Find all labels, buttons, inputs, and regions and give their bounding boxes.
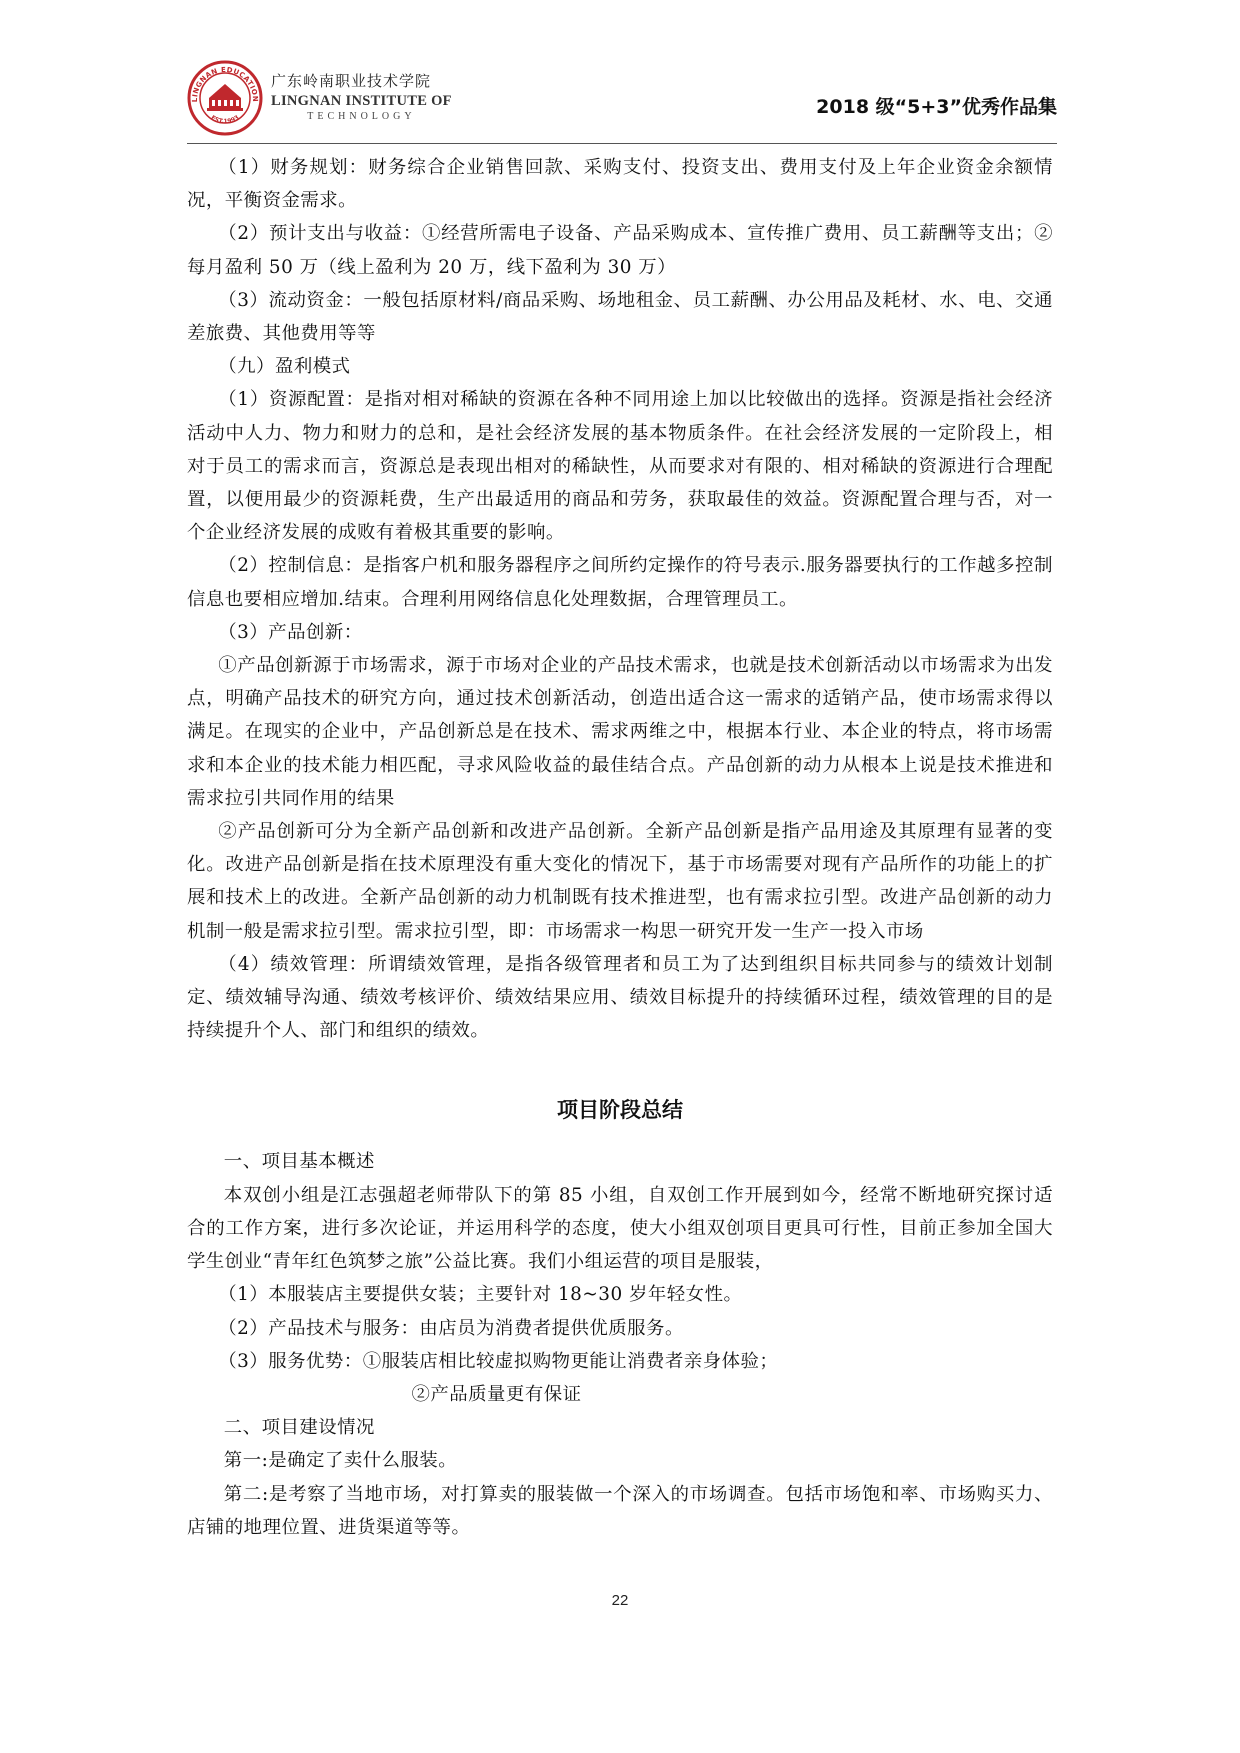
section-heading-summary: 项目阶段总结: [557, 1098, 683, 1123]
list-item-womens-wear: （1）本服装店主要提供女装；主要针对 18~30 岁年轻女性。: [218, 1284, 743, 1306]
book-title: 2018 级“5+3”优秀作品集: [816, 96, 1057, 118]
page-header: [187, 60, 1057, 140]
institution-name-en: LINGNAN INSTITUTE OF: [271, 93, 452, 109]
logo-year-text: EST.1993: [209, 114, 241, 126]
list-item-advantages: （3）服务优势：①服装店相比较虚拟购物更能让消费者亲身体验；: [218, 1350, 779, 1372]
paragraph-step-one: 第一:是确定了卖什么服装。: [223, 1450, 458, 1472]
paragraph-product-innovation: （3）产品创新：: [218, 621, 363, 643]
list-item-advantages-cont: ②产品质量更有保证: [411, 1383, 582, 1405]
paragraph-step-two: 第二:是考察了当地市场，对打算卖的服装做一个深入的市场调查。包括市场饱和率、市场购买力、店铺的地理位置、进货渠道等等。: [187, 1483, 1053, 1538]
institution-name-cn: 广东岭南职业技术学院: [271, 72, 432, 90]
paragraph-control-information: （2）控制信息：是指客户机和服务器程序之间所约定操作的符号表示.服务器要执行的工作越多控制信息也要相应增加.结束。合理利用网络信息化处理数据，合理管理员工。: [187, 555, 1053, 610]
paragraph-expected-expenses: （2）预计支出与收益：①经营所需电子设备、产品采购成本、宣传推广费用、员工薪酬等支出；②每月盈利 50 万（线上盈利为 20 万，线下盈利为 30 万）: [187, 223, 1053, 278]
paragraph-financial-planning: （1）财务规划：财务综合企业销售回款、采购支付、投资支出、费用支付及上年企业资金余额情况，平衡资金需求。: [187, 157, 1053, 212]
header-divider: [187, 143, 1057, 144]
school-logo-icon: [187, 60, 263, 136]
logo-ring-text: LINGNAN EDUCATION: [190, 65, 260, 103]
paragraph-team-overview: 本双创小组是江志强超老师带队下的第 85 小组，自双创工作开展到如今，经常不断地研究探讨适合的工作方案，进行多次论证，并运用科学的态度，使大小组双创项目更具可行性，目前正参加全国大学生创业“青年红色筑梦之旅”公益比赛。我们小组运营的项目是服装，: [187, 1184, 1053, 1273]
paragraph-resource-allocation: （1）资源配置：是指对相对稀缺的资源在各种不同用途上加以比较做出的选择。资源是指社会经济活动中人力、物力和财力的总和，是社会经济发展的基本物质条件。在社会经济发展的一定阶段上，相对于员工的需求而言，资源总是表现出相对的稀缺性，从而要求对有限的、相对稀缺的资源进行合理配置，以便用最少的资源耗费，生产出最适用的商品和劳务，获取最佳的效益。资源配置合理与否，对一个企业经济发展的成败有着极其重要的影响。: [187, 389, 1053, 544]
paragraph-innovation-point-2: ②产品创新可分为全新产品创新和改进产品创新。全新产品创新是指产品用途及其原理有显著的变化。改进产品创新是指在技术原理没有重大变化的情况下，基于市场需要对现有产品所作的功能上的扩展和技术上的改进。全新产品创新的动力机制既有技术推进型，也有需求拉引型。改进产品创新的动力机制一般是需求拉引型。需求拉引型，即：市场需求一构思一研究开发一生产一投入市场: [187, 821, 1053, 942]
page-content: [187, 151, 1053, 1544]
summary-subheading-overview: 一、项目基本概述: [223, 1151, 375, 1173]
paragraph-performance-management: （4）绩效管理：所谓绩效管理，是指各级管理者和员工为了达到组织目标共同参与的绩效计划制定、绩效辅导沟通、绩效考核评价、绩效结果应用、绩效目标提升的持续循环过程，绩效管理的目的是持续提升个人、部门和组织的绩效。: [187, 953, 1053, 1042]
page-number: 22: [611, 1592, 629, 1609]
paragraph-working-capital: （3）流动资金：一般包括原材料/商品采购、场地租金、员工薪酬、办公用品及耗材、水、电、交通差旅费、其他费用等等: [187, 289, 1053, 345]
institution-name-en-line2: TECHNOLOGY: [307, 111, 416, 122]
list-item-service: （2）产品技术与服务：由店员为消费者提供优质服务。: [218, 1317, 684, 1339]
summary-subheading-construction: 二、项目建设情况: [223, 1417, 375, 1439]
paragraph-innovation-point-1: ①产品创新源于市场需求，源于市场对企业的产品技术需求，也就是技术创新活动以市场需求为出发点，明确产品技术的研究方向，通过技术创新活动，创造出适合这一需求的适销产品，使市场需求得以满足。在现实的企业中，产品创新总是在技术、需求两维之中，根据本行业、本企业的特点，将市场需求和本企业的技术能力相匹配，寻求风险收益的最佳结合点。产品创新的动力从根本上说是技术推进和需求拉引共同作用的结果: [187, 655, 1053, 809]
section-profit-model: （九）盈利模式: [218, 356, 351, 378]
